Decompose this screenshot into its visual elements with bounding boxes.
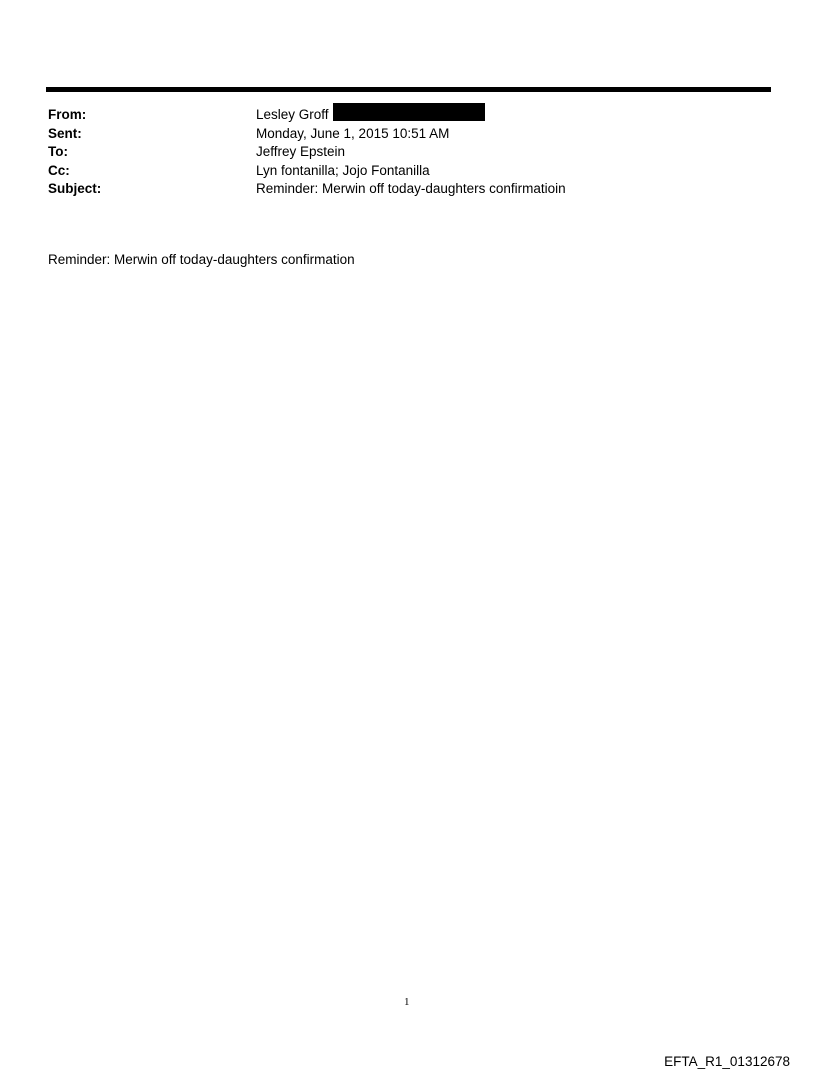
subject-value: Reminder: Merwin off today-daughters confirmatioin: [256, 181, 566, 196]
sent-value: Monday, June 1, 2015 10:51 AM: [256, 125, 450, 141]
to-label: To:: [48, 144, 68, 159]
email-header: [48, 106, 748, 199]
from-row: [48, 106, 748, 125]
to-row: [48, 143, 748, 162]
cc-value: Lyn fontanilla; Jojo Fontanilla: [256, 162, 430, 178]
subject-row: [48, 180, 748, 199]
cc-row: [48, 162, 748, 181]
sender-name: Lesley Groff: [256, 107, 329, 122]
to-value: Jeffrey Epstein: [256, 144, 346, 159]
from-label: From:: [48, 107, 87, 122]
cc-label: Cc:: [48, 162, 70, 178]
from-value: [256, 106, 485, 125]
header-divider: [46, 87, 771, 92]
subject-label: Subject:: [48, 181, 102, 196]
redaction-block: [333, 103, 485, 121]
email-body: Reminder: Merwin off today-daughters confirmation: [48, 252, 355, 267]
document-id: EFTA_R1_01312678: [664, 1054, 790, 1069]
sent-row: [48, 125, 748, 144]
page-number: 1: [404, 996, 410, 1008]
sent-label: Sent:: [48, 125, 82, 141]
